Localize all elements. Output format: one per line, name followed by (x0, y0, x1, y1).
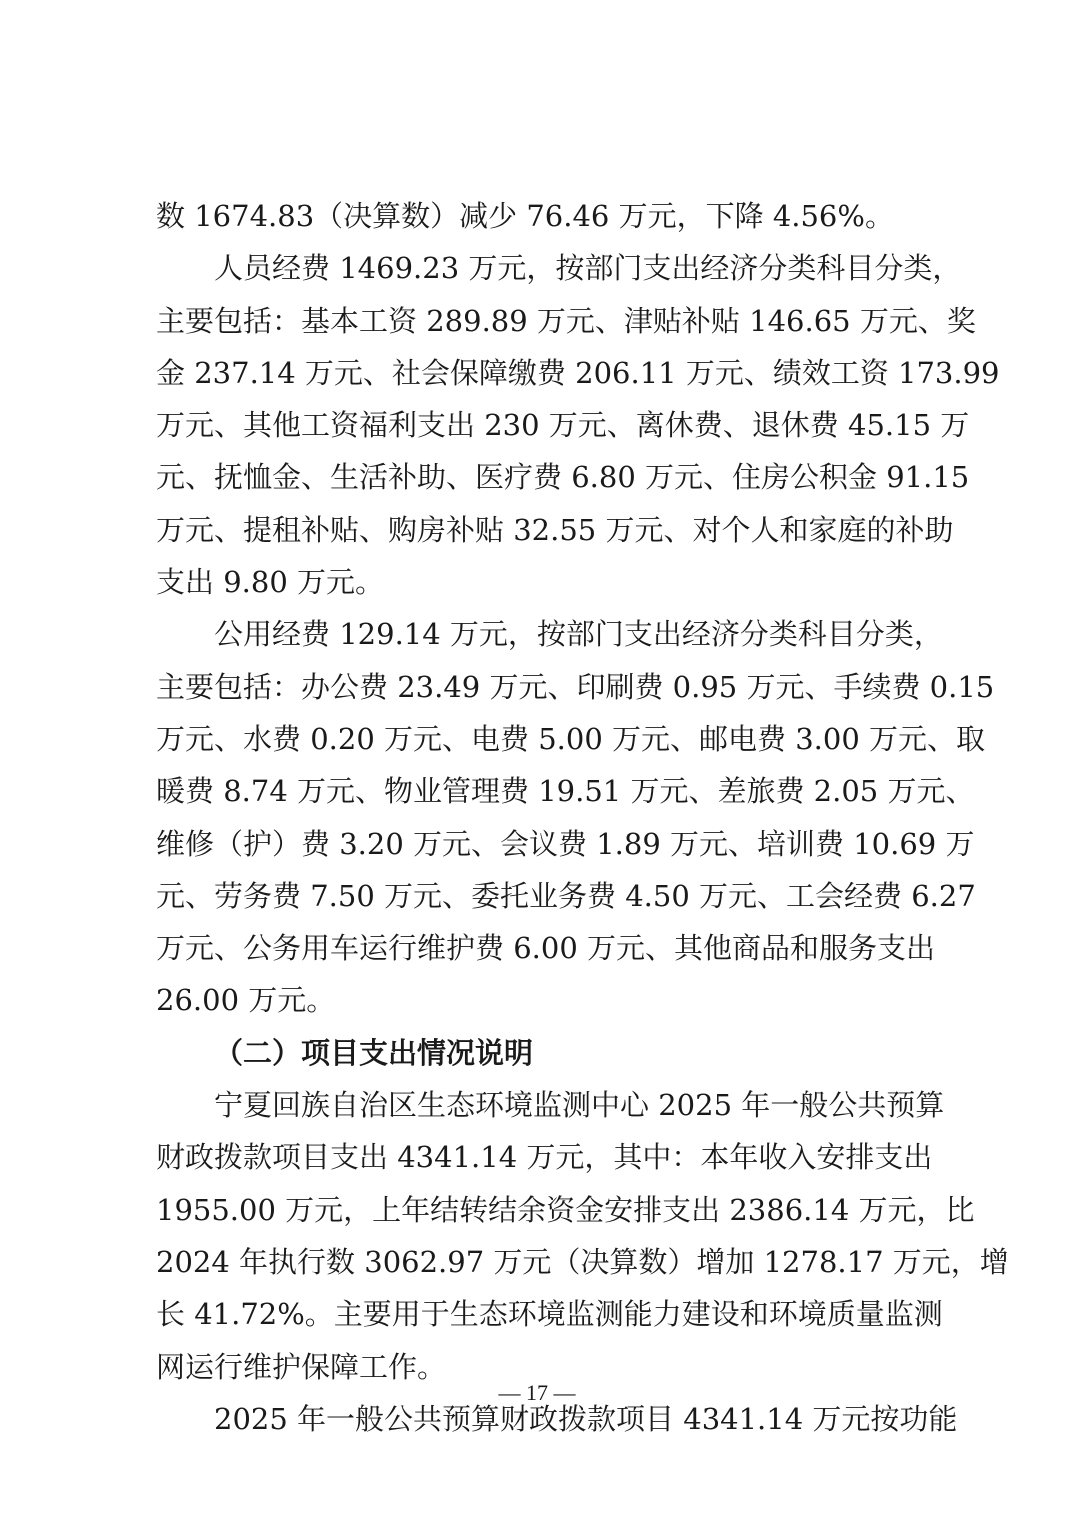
paragraph-line: 元、劳务费 7.50 万元、委托业务费 4.50 万元、工会经费 6.27 (156, 878, 976, 913)
paragraph-line: 暖费 8.74 万元、物业管理费 19.51 万元、差旅费 2.05 万元、 (156, 774, 975, 809)
paragraph-line: 万元、提租补贴、购房补贴 32.55 万元、对个人和家庭的补助 (156, 512, 954, 547)
paragraph-line: 金 237.14 万元、社会保障缴费 206.11 万元、绩效工资 173.99 (156, 355, 1000, 390)
paragraph-line: 主要包括：基本工资 289.89 万元、津贴补贴 146.65 万元、奖 (156, 303, 976, 338)
paragraph-line: 宁夏回族自治区生态环境监测中心 2025 年一般公共预算 (214, 1088, 945, 1123)
paragraph-line: 万元、水费 0.20 万元、电费 5.00 万元、邮电费 3.00 万元、取 (156, 721, 986, 756)
section-heading: （二）项目支出情况说明 (214, 1035, 534, 1070)
paragraph-line: 网运行维护保障工作。 (156, 1349, 447, 1384)
document-page (156, 190, 1009, 1445)
paragraph-line: 万元、公务用车运行维护费 6.00 万元、其他商品和服务支出 (156, 931, 936, 966)
paragraph-line: 维修（护）费 3.20 万元、会议费 1.89 万元、培训费 10.69 万 (156, 826, 975, 861)
paragraph-line: 人员经费 1469.23 万元，按部门支出经济分类科目分类， (214, 251, 962, 286)
page-number: — 17 — (498, 1380, 576, 1405)
paragraph-line: 长 41.72%。主要用于生态环境监测能力建设和环境质量监测 (156, 1297, 943, 1332)
paragraph-line: 万元、其他工资福利支出 230 万元、离休费、退休费 45.15 万 (156, 408, 970, 443)
paragraph-line: 元、抚恤金、生活补助、医疗费 6.80 万元、住房公积金 91.15 (156, 460, 970, 495)
paragraph-line: 1955.00 万元，上年结转结余资金安排支出 2386.14 万元，比 (156, 1192, 975, 1227)
paragraph-line: 公用经费 129.14 万元，按部门支出经济分类科目分类， (214, 617, 943, 652)
paragraph-line: 财政拨款项目支出 4341.14 万元，其中：本年收入安排支出 (156, 1140, 933, 1175)
paragraph-line: 2024 年执行数 3062.97 万元（决算数）增加 1278.17 万元，增 (156, 1244, 1009, 1279)
paragraph-line: 主要包括：办公费 23.49 万元、印刷费 0.95 万元、手续费 0.15 (156, 669, 995, 704)
paragraph-line: 26.00 万元。 (156, 983, 336, 1018)
paragraph-line: 2025 年一般公共预算财政拨款项目 4341.14 万元按功能 (214, 1401, 958, 1436)
paragraph-line: 支出 9.80 万元。 (156, 565, 385, 600)
paragraph-line: 数 1674.83（决算数）减少 76.46 万元，下降 4.56%。 (156, 199, 894, 233)
